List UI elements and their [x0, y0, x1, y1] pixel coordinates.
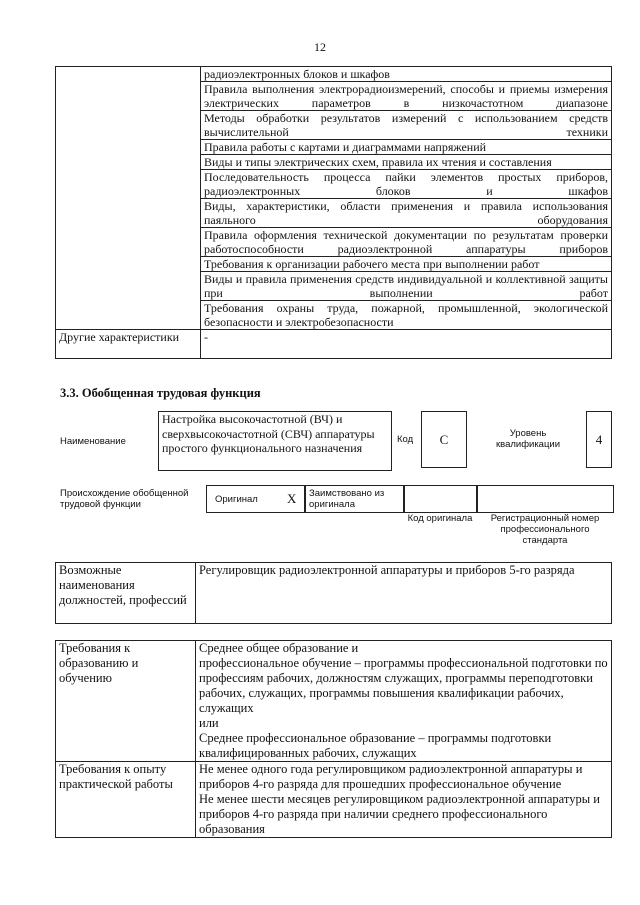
knowledge-row: Правила работы с картами и диаграммами напряжений [201, 140, 612, 155]
knowledge-row: Требования охраны труда, пожарной, промышленной, экологической безопасности и электробезопасности [201, 301, 612, 330]
function-name-value: Настройка высокочастотной (ВЧ) и сверхвысокочастотной (СВЧ) аппаратуры простого функционального назначения [158, 411, 392, 471]
requirements-table [55, 640, 612, 838]
education-line: профессиональное обучение – программы профессиональной подготовки по профессиям рабочих, должностям служащих, программы переподготовки рабочих, служащих, программы повышения квалификации рабочих, служащих [199, 656, 608, 715]
section-title: 3.3. Обобщенная трудовая функция [60, 386, 261, 400]
name-label: Наименование [60, 436, 126, 447]
borrowed-label: Заимствовано из оригинала [309, 488, 385, 510]
other-characteristics-label: Другие характеристики [56, 330, 201, 359]
education-line: или [199, 716, 219, 730]
page-number: 12 [314, 40, 326, 54]
qualification-level-value: 4 [586, 411, 612, 468]
code-label: Код [397, 434, 414, 445]
education-line: Среднее профессиональное образование – программы подготовки квалифицированных рабочих, служащих [199, 731, 552, 760]
positions-label: Возможные наименования должностей, профессий [56, 563, 196, 624]
original-mark: X [287, 491, 297, 506]
reg-number-cell [476, 485, 614, 513]
experience-line: Не менее шести месяцев регулировщиком радиоэлектронной аппаратуры и приборов 4-го разряда при наличии среднего профессионального образования [199, 792, 600, 836]
positions-table [55, 562, 612, 624]
function-code-value: C [421, 411, 467, 468]
experience-label: Требования к опыту практической работы [56, 762, 196, 838]
education-value [196, 641, 612, 762]
positions-value: Регулировщик радиоэлектронной аппаратуры и приборов 5-го разряда [196, 563, 612, 624]
other-characteristics-value: - [201, 330, 612, 359]
knowledge-row: Правила выполнения электрорадиоизмерений, способы и приемы измерения электрических параметров в низкочастотном диапазоне [201, 82, 612, 111]
knowledge-row: Виды и типы электрических схем, правила их чтения и составления [201, 155, 612, 170]
original-label: Оригинал [215, 494, 258, 505]
knowledge-table [55, 66, 612, 359]
experience-value [196, 762, 612, 838]
borrowed-cell [304, 485, 405, 513]
knowledge-table-label-cell [56, 67, 201, 330]
knowledge-row: Последовательность процесса пайки элементов простых приборов, радиоэлектронных блоков и шкафов [201, 170, 612, 199]
original-code-cell [403, 485, 478, 513]
original-cell [206, 485, 306, 513]
knowledge-row: радиоэлектронных блоков и шкафов [201, 67, 612, 82]
qualification-level-label: Уровень квалификации [495, 428, 561, 450]
original-code-label: Код оригинала [407, 513, 473, 524]
origin-label: Происхождение обобщенной трудовой функции [60, 488, 189, 510]
knowledge-row: Виды, характеристики, области применения и правила использования паяльного оборудования [201, 199, 612, 228]
knowledge-row: Методы обработки результатов измерений с использованием средств вычислительной техники [201, 111, 612, 140]
experience-line: Не менее одного года регулировщиком радиоэлектронной аппаратуры и приборов 4-го разряда для прошедших профессиональное обучение [199, 762, 583, 791]
knowledge-row: Правила оформления технической документации по результатам проверки работоспособности радиоэлектронной аппаратуры приборов [201, 228, 612, 257]
education-line: Среднее общее образование и [199, 641, 359, 655]
knowledge-row: Виды и правила применения средств индивидуальной и коллективной защиты при выполнении работ [201, 272, 612, 301]
knowledge-row: Требования к организации рабочего места при выполнении работ [201, 257, 612, 272]
reg-number-label: Регистрационный номер профессионального стандарта [490, 513, 600, 546]
education-label: Требования к образованию и обучению [56, 641, 196, 762]
